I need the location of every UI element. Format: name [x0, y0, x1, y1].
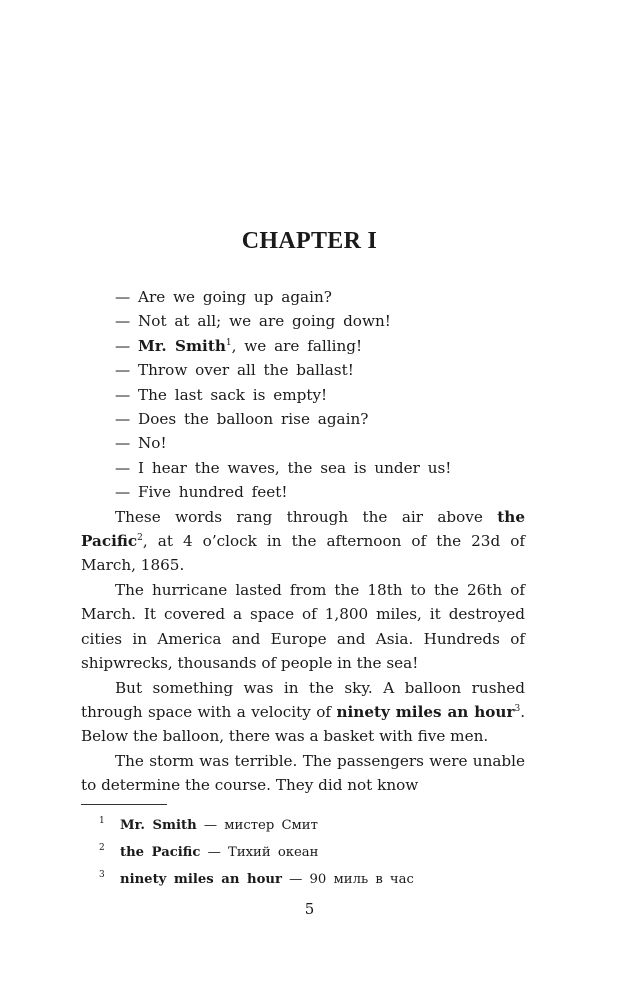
dialogue-line: — Not at all; we are going down! — [115, 312, 391, 331]
footnote-ref: 2 — [137, 533, 143, 544]
footnote: 1 Mr. Smith — мистер Смит — [104, 812, 414, 839]
footnote-translation: Тихий океан — [228, 845, 319, 860]
paragraph: The hurricane lasted from the 18th to the 26th of March. It covered a space of 1,800 miles, it destroyed cities in America and Europe and Asia. Hundreds of shipwrecks, thousands of people in the sea! — [81, 580, 525, 673]
body-text — [81, 285, 525, 798]
dialogue-line: — Mr. Smith$^1$, we are falling! — [115, 336, 363, 355]
footnote: 2 the Pacific — Тихий океан — [104, 839, 414, 866]
footnote: 3 ninety miles an hour — 90 миль в час — [104, 866, 414, 893]
footnote-translation: мистер Смит — [224, 818, 318, 833]
footnote-ref: 1 — [225, 337, 232, 348]
footnote-translation: 90 миль в час — [309, 872, 414, 887]
glossed-term: Mr. Smith — [138, 336, 226, 355]
footnote-term: ninety miles an hour — [120, 872, 282, 887]
footnote-number: 3 — [99, 870, 105, 880]
footnotes — [99, 812, 414, 893]
glossed-term: the Pacific — [81, 507, 525, 551]
dialogue-line: — Five hundred feet! — [115, 483, 288, 502]
dialogue-line: — Throw over all the ballast! — [115, 361, 354, 380]
footnote-ref: 3 — [514, 703, 521, 714]
footnote-term: the Pacific — [120, 845, 201, 860]
paragraph: The storm was terrible. The passengers were unable to determine the course. They did not know — [81, 751, 525, 795]
footnote-term: Mr. Smith — [120, 818, 197, 833]
paragraph: These words rang through the air above the Pacific$^2$, at 4 o’clock in the afternoon of the 23d of March, 1865. — [81, 507, 525, 575]
dialogue-line: — Does the balloon rise again? — [115, 410, 369, 429]
footnote-number: 1 — [99, 816, 105, 826]
dialogue-line: — Are we going up again? — [115, 288, 332, 306]
paragraph: But something was in the sky. A balloon rushed through space with a velocity of ninety miles an hour$^3$. Below the balloon, there was a basket with five men. — [81, 678, 526, 746]
glossed-term: ninety miles an hour — [336, 702, 515, 721]
footnote-divider — [81, 804, 167, 805]
chapter-title: CHAPTER I — [241, 228, 378, 254]
dialogue-line: — No! — [115, 434, 167, 453]
footnote-number: 2 — [99, 843, 105, 853]
dialogue-line: — The last sack is empty! — [115, 385, 328, 404]
dialogue-line: — I hear the waves, the sea is under us! — [115, 458, 452, 477]
page-number: 5 — [304, 900, 315, 918]
